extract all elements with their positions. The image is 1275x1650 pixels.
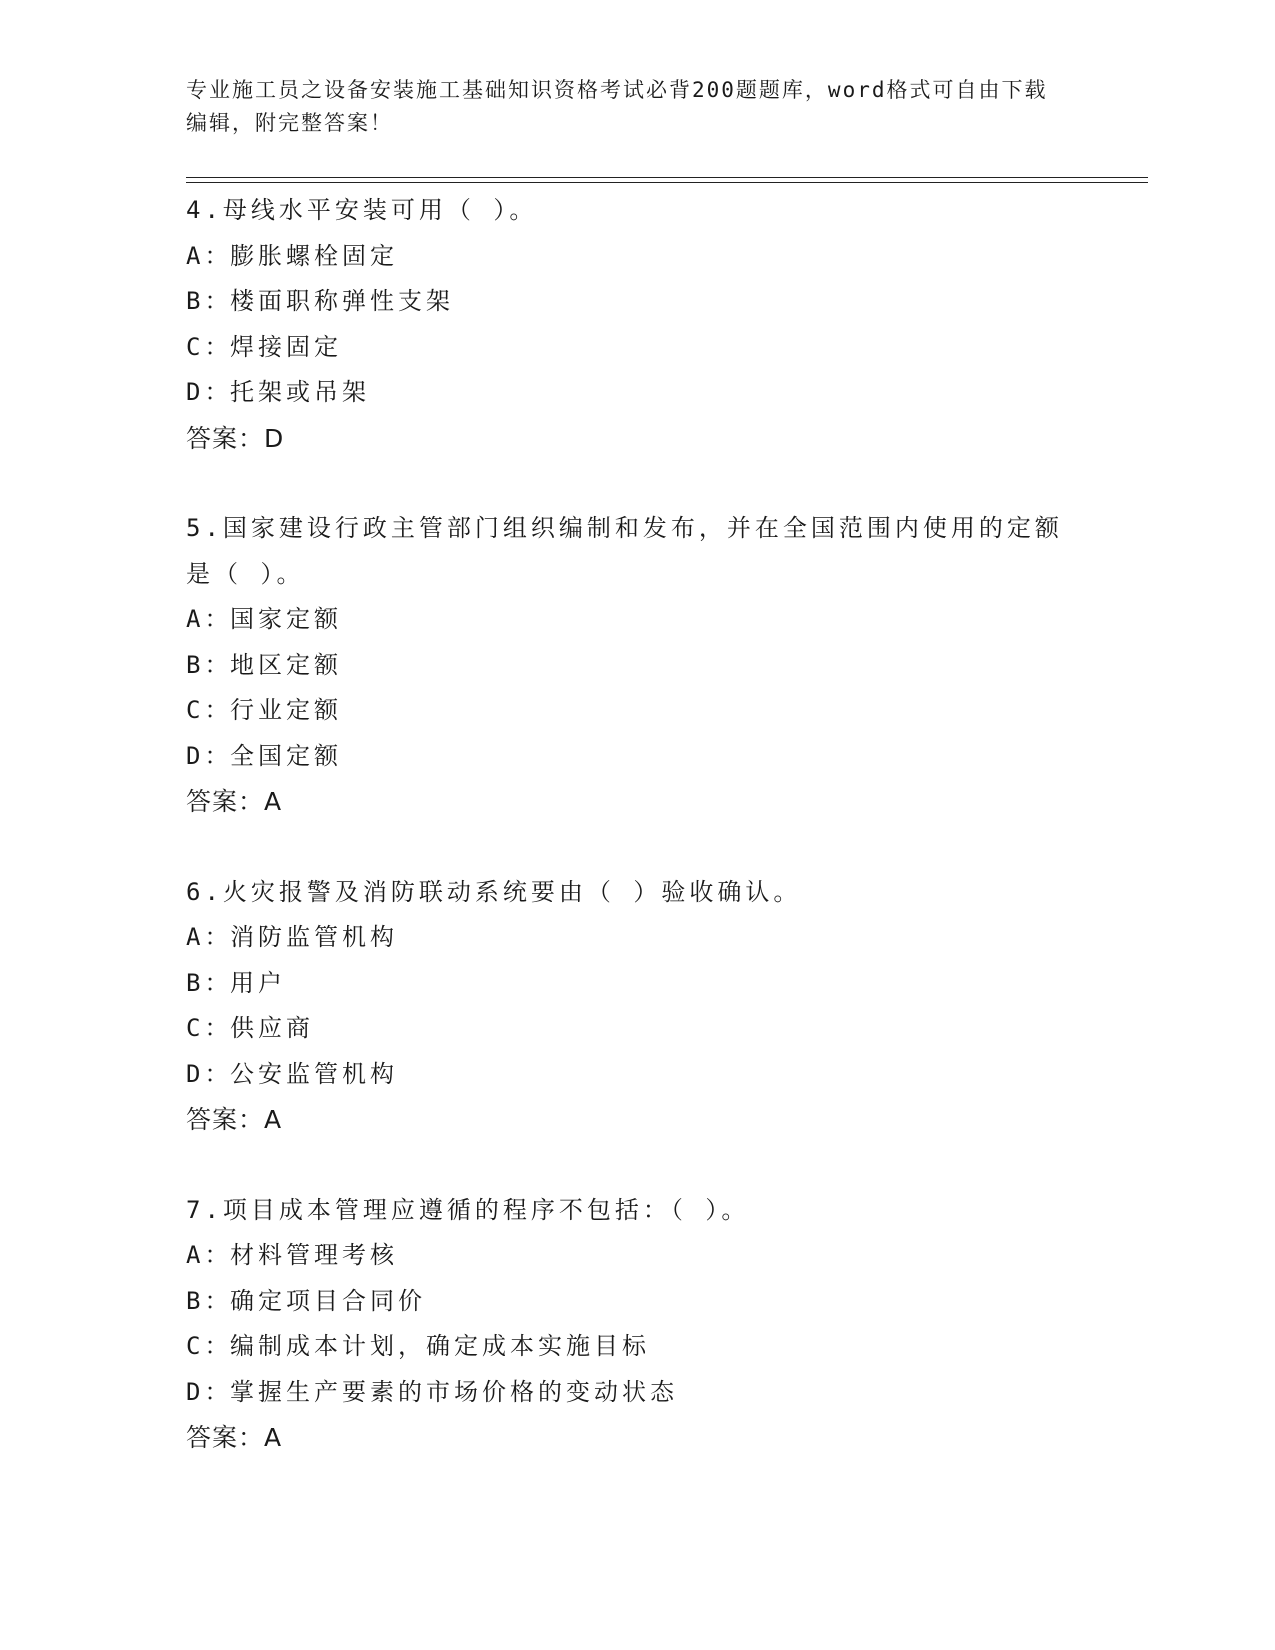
question-list [186,188,1086,1506]
option-key: A： [186,1241,233,1269]
option-text: 用户 [230,968,286,997]
option-c [186,325,1086,371]
option-key: A： [186,923,233,951]
option-key: C： [186,696,233,724]
option-a [186,597,1086,643]
option-d [186,734,1086,780]
option-a [186,1233,1086,1279]
option-text: 掌握生产要素的市场价格的变动状态 [230,1377,678,1406]
option-b [186,961,1086,1007]
option-text: 消防监管机构 [230,923,398,951]
option-text: 托架或吊架 [230,378,370,406]
option-key: D： [186,741,233,770]
answer-line: 答案：D [186,423,285,453]
question-block [186,188,1086,461]
option-key: B： [186,287,233,315]
option-c [186,1324,1086,1370]
option-c [186,1006,1086,1052]
option-d [186,1370,1086,1416]
option-key: C： [186,332,233,361]
option-d [186,370,1086,416]
option-text: 膨胀螺栓固定 [230,241,398,270]
option-text: 确定项目合同价 [230,1286,426,1315]
option-text: 公安监管机构 [230,1059,398,1088]
option-text: 行业定额 [230,696,342,724]
option-text: 国家定额 [230,605,342,633]
question-stem: 5.国家建设行政主管部门组织编制和发布，并在全国范围内使用的定额是（ ）。 [186,514,1063,588]
option-d [186,1052,1086,1098]
option-key: B： [186,1286,233,1315]
document-header: 专业施工员之设备安装施工基础知识资格考试必背200题题库，word格式可自由下载编辑，附完整答案！ [186,78,1048,135]
option-c [186,688,1086,734]
option-text: 楼面职称弹性支架 [230,287,454,315]
option-text: 地区定额 [230,650,342,679]
option-key: D： [186,1059,233,1088]
option-text: 编制成本计划，确定成本实施目标 [230,1332,650,1360]
option-text: 材料管理考核 [230,1241,398,1269]
option-text: 供应商 [230,1014,314,1042]
option-key: A： [186,241,233,270]
option-b [186,1279,1086,1325]
option-key: D： [186,378,233,406]
option-text: 焊接固定 [230,332,342,361]
question-stem: 7.项目成本管理应遵循的程序不包括：（ ）。 [186,1195,750,1224]
answer-line: 答案：A [186,787,283,816]
answer-line: 答案：A [186,1105,283,1134]
answer-line: 答案：A [186,1423,283,1452]
option-a [186,234,1086,280]
option-b [186,643,1086,689]
option-b [186,279,1086,325]
option-key: D： [186,1377,233,1406]
option-key: B： [186,968,233,997]
option-key: A： [186,605,233,633]
option-key: B： [186,650,233,679]
option-a [186,915,1086,961]
option-text: 全国定额 [230,741,342,770]
header-divider-top [186,177,1148,178]
question-block [186,506,1086,825]
option-key: C： [186,1014,233,1042]
option-key: C： [186,1332,233,1360]
question-block [186,1188,1086,1461]
question-block [186,870,1086,1143]
question-stem: 6.火灾报警及消防联动系统要由（ ）验收确认。 [186,877,802,906]
header-divider-bottom [186,182,1148,183]
question-stem: 4.母线水平安装可用（ ）。 [186,196,538,224]
